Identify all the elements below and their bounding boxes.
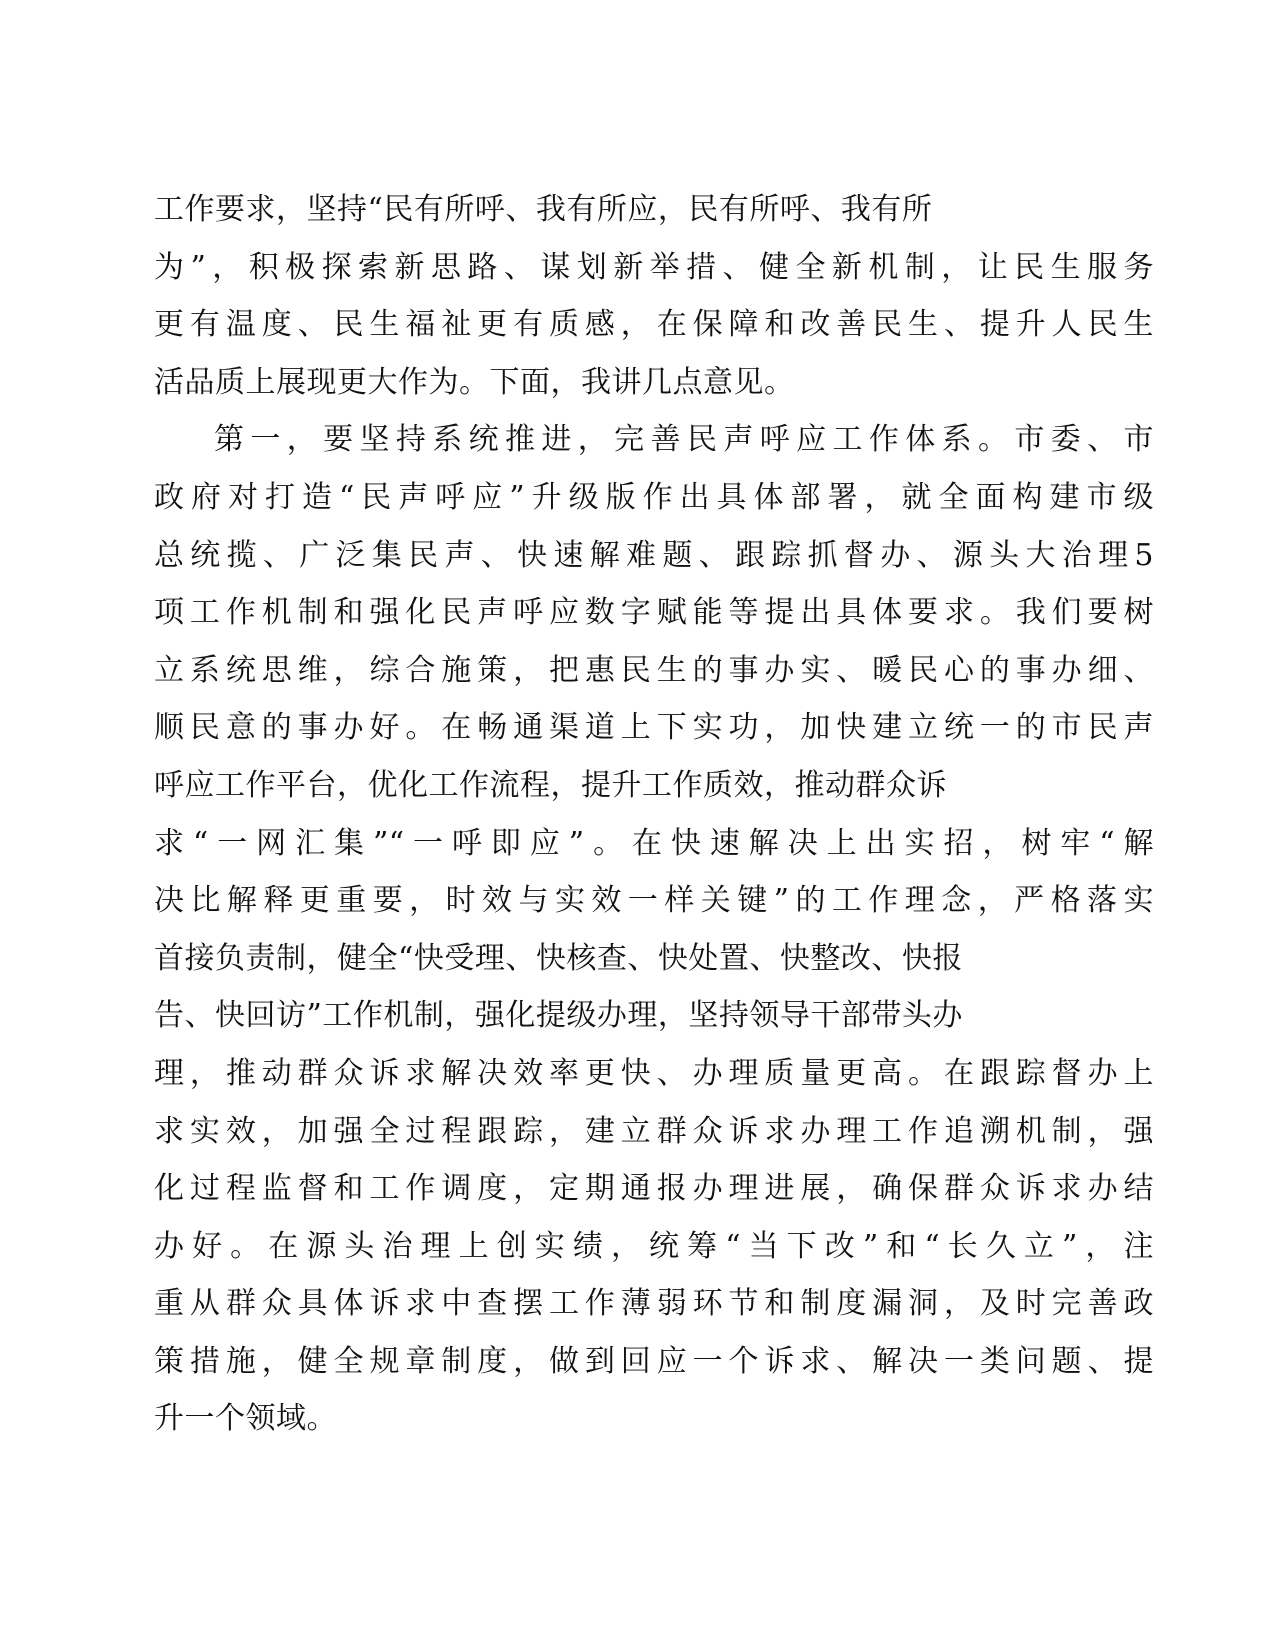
text-line: 呼应工作平台，优化工作流程，提升工作质效，推动群众诉 [154, 767, 947, 803]
text-line: 活品质上展现更大作为。下面，我讲几点意见。 [154, 364, 795, 400]
text-line: 立系统思维，综合施策，把惠民生的事办实、暖民心的事办细、 [154, 652, 1154, 688]
text-line: 顺民意的事办好。在畅通渠道上下实功，加快建立统一的市民声 [154, 710, 1154, 746]
text-line: 策措施，健全规章制度，做到回应一个诉求、解决一类问题、提 [154, 1343, 1154, 1379]
paragraph-first-line: 第一，要坚持系统推进，完善民声呼应工作体系。市委、市 [214, 422, 1154, 458]
body-text [154, 181, 1154, 1448]
text-line: 升一个领域。 [154, 1401, 337, 1437]
text-line: 总统揽、广泛集民声、快速解难题、跟踪抓督办、源头大治理5 [154, 537, 1154, 573]
text-line: 告、快回访”工作机制，强化提级办理，坚持领导干部带头办 [154, 998, 963, 1034]
text-line: 更有温度、民生福祉更有质感，在保障和改善民生、提升人民生 [154, 307, 1154, 343]
text-line: 办好。在源头治理上创实绩，统筹“当下改”和“长久立”，注 [154, 1228, 1154, 1264]
text-line: 首接负责制，健全“快受理、快核查、快处置、快整改、快报 [154, 940, 963, 976]
text-line: 化过程监督和工作调度，定期通报办理进展，确保群众诉求办结 [154, 1171, 1154, 1207]
text-line: 决比解释更重要，时效与实效一样关键”的工作理念，严格落实 [154, 883, 1154, 919]
text-line: 工作要求，坚持“民有所呼、我有所应，民有所呼、我有所 [154, 192, 933, 227]
text-line: 项工作机制和强化民声呼应数字赋能等提出具体要求。我们要树 [154, 595, 1154, 631]
text-line: 重从群众具体诉求中查摆工作薄弱环节和制度漏洞，及时完善政 [154, 1286, 1154, 1322]
text-line: 为”，积极探索新思路、谋划新举措、健全新机制，让民生服务 [154, 249, 1154, 285]
text-line: 求“一网汇集”“一呼即应”。在快速解决上出实招，树牢“解 [154, 825, 1154, 861]
text-line: 求实效，加强全过程跟踪，建立群众诉求办理工作追溯机制，强 [154, 1113, 1154, 1149]
text-line: 政府对打造“民声呼应”升级版作出具体部署，就全面构建市级 [154, 479, 1154, 515]
text-line: 理，推动群众诉求解决效率更快、办理质量更高。在跟踪督办上 [154, 1055, 1154, 1091]
